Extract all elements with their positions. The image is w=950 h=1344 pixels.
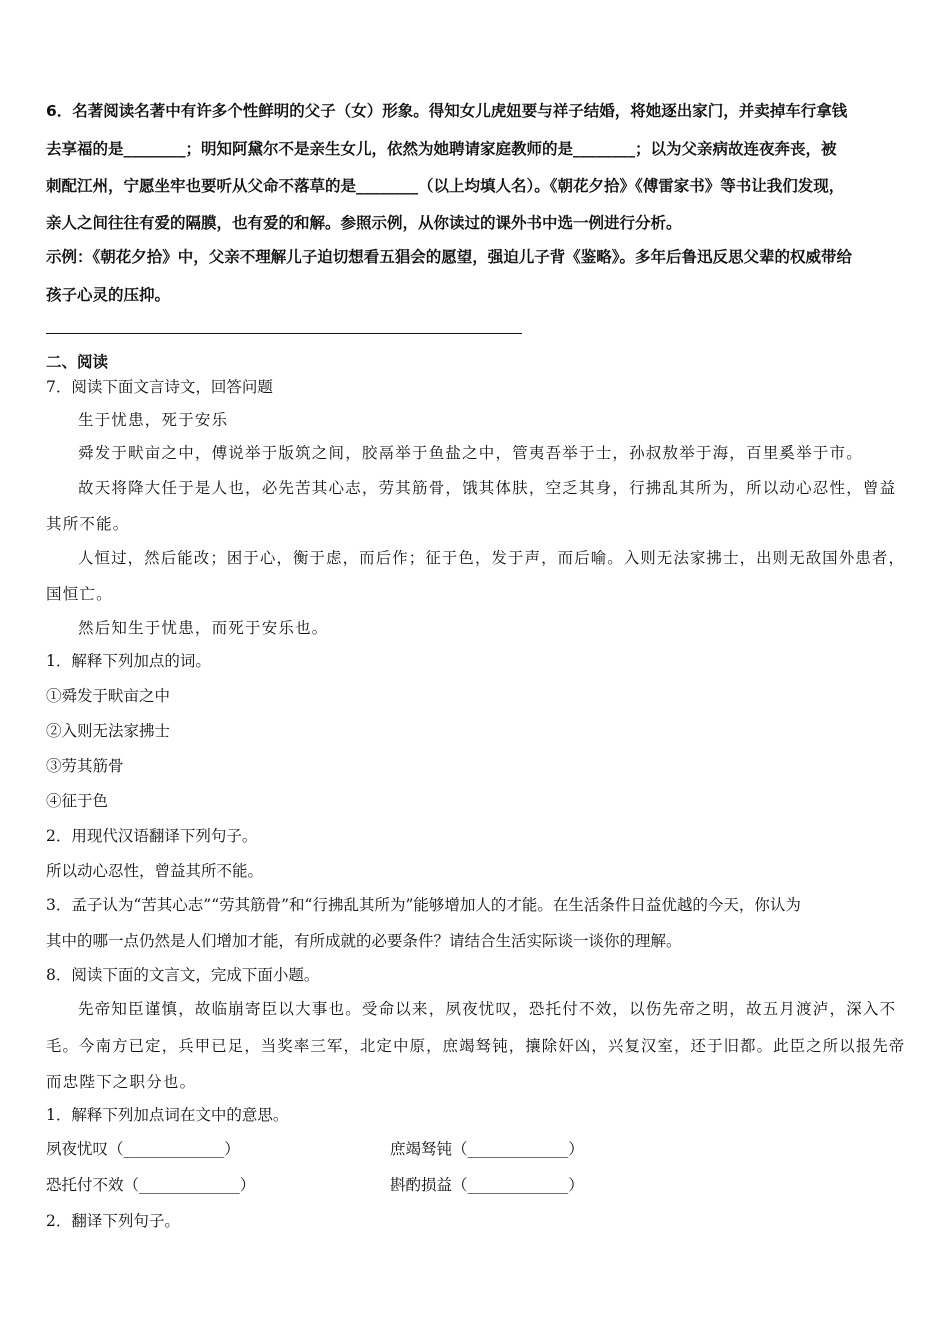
q7-sub3-line-2: 其中的哪一点仍然是人们增加才能，有所成就的必要条件？请结合生活实际谈一谈你的理解。: [46, 932, 682, 950]
q7-word-4: ④征于色: [46, 792, 109, 810]
q6-line-2: 去享福的是________；明知阿黛尔不是亲生女儿，依然为她聘请家庭教师的是________；以为父亲病故连夜奔丧，被: [46, 140, 837, 158]
q8-passage-line-1: 先帝知臣谨慎，故临崩寄臣以大事也。受命以来，夙夜忧叹，恐托付不效，以伤先帝之明，故五月渡泸，深入不: [78, 1000, 897, 1018]
q7-sub2-sentence: 所以动心忍性，曾益其所不能。: [46, 862, 264, 880]
q7-sub1: 1．解释下列加点的词。: [46, 652, 211, 670]
q7-passage-p3-line-1: 人恒过，然后能改；困于心，衡于虑，而后作；征于色，发于声，而后喻。入则无法家拂士，出则无敌国外患者，: [78, 549, 906, 567]
q7-word-1: ①舜发于畎亩之中: [46, 687, 171, 705]
answer-line: [46, 333, 522, 334]
q6-line-1: 6．名著阅读名著中有许多个性鲜明的父子（女）形象。得知女儿虎妞要与祥子结婚，将她逐出家门，并卖掉车行拿钱: [46, 102, 848, 120]
q8-sub2: 2．翻译下列句子。: [46, 1212, 180, 1230]
q7-passage-p1: 舜发于畎亩之中，傅说举于版筑之间，胶鬲举于鱼盐之中，管夷吾举于士，孙叔敖举于海，百里奚举于市。: [78, 444, 863, 462]
section-title-reading: 二、阅读: [46, 353, 109, 371]
q8-intro: 8．阅读下面的文言文，完成下面小题。: [46, 966, 320, 984]
q7-passage-p3-line-2: 国恒亡。: [46, 585, 113, 603]
q8-blank-4: 斟酌损益（_____________）: [390, 1176, 584, 1194]
q7-passage-p2-line-1: 故天将降大任于是人也，必先苦其心志，劳其筋骨，饿其体肤，空乏其身，行拂乱其所为，所以动心忍性，曾益: [78, 479, 897, 497]
q7-word-3: ③劳其筋骨: [46, 757, 124, 775]
q8-blank-1: 夙夜忧叹（_____________）: [46, 1140, 240, 1158]
q8-sub1: 1．解释下列加点词在文中的意思。: [46, 1106, 289, 1124]
q7-passage-p4: 然后知生于忧患，而死于安乐也。: [78, 619, 329, 637]
q8-blank-2: 庶竭驽钝（_____________）: [390, 1140, 584, 1158]
q8-passage-line-3: 而忠陛下之职分也。: [46, 1073, 197, 1091]
q8-blank-3: 恐托付不效（_____________）: [46, 1176, 256, 1194]
q7-sub2: 2．用现代汉语翻译下列句子。: [46, 827, 258, 845]
q7-sub3-line-1: 3．孟子认为“苦其心志”“劳其筋骨”和“行拂乱其所为”能够增加人的才能。在生活条件日益优越的今天，你认为: [46, 896, 801, 914]
q7-intro: 7．阅读下面文言诗文，回答问题: [46, 378, 273, 396]
q7-passage-p2-line-2: 其所不能。: [46, 515, 130, 533]
q6-example-line-2: 孩子心灵的压抑。: [46, 286, 171, 304]
q8-passage-line-2: 毛。今南方已定，兵甲已足，当奖率三军，北定中原，庶竭驽钝，攘除奸凶，兴复汉室，还于旧都。此臣之所以报先帝: [46, 1037, 906, 1055]
q7-word-2: ②入则无法家拂士: [46, 722, 171, 740]
q6-line-3: 刺配江州，宁愿坐牢也要听从父命不落草的是________（以上均填人名）。《朝花夕拾》《傅雷家书》等书让我们发现，: [46, 177, 845, 195]
q6-example-line-1: 示例：《朝花夕拾》中，父亲不理解儿子迫切想看五猖会的愿望，强迫儿子背《鉴略》。多年后鲁迅反思父辈的权威带给: [46, 248, 853, 266]
q7-poem-title: 生于忧患，死于安乐: [78, 411, 229, 429]
q6-line-4: 亲人之间往往有爱的隔膜，也有爱的和解。参照示例，从你读过的课外书中选一例进行分析。: [46, 214, 682, 232]
